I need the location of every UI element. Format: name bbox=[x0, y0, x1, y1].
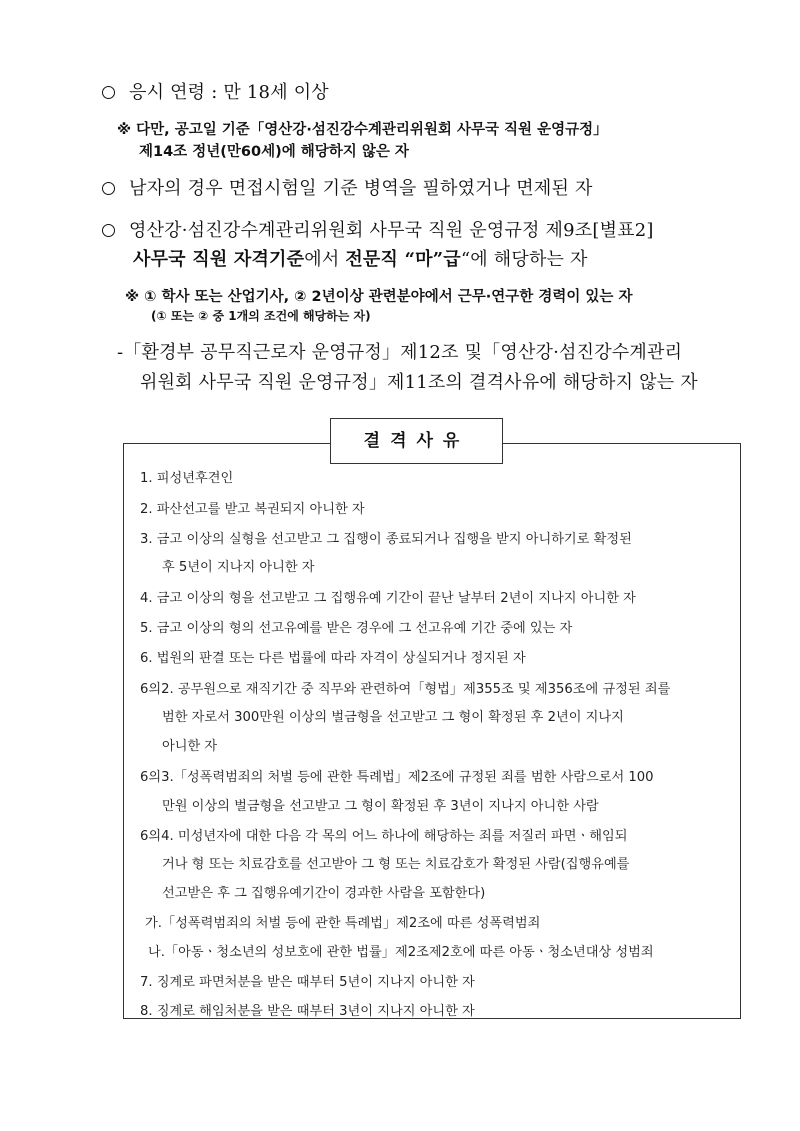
circle-bullet-icon bbox=[102, 224, 115, 237]
box-line: 선고받은 후 그 집행유예기간이 경과한 사람을 포함한다) bbox=[162, 886, 486, 901]
box-line: 6의3.「성폭력범죄의 처벌 등에 관한 특례법」제2조에 규정된 죄를 범한 사람으로서 100 bbox=[140, 770, 654, 785]
disqualification-box-title: 결격사유 bbox=[330, 418, 503, 464]
box-line: 가.「성폭력범죄의 처벌 등에 관한 특례법」제2조에 따른 성폭력범죄 bbox=[145, 916, 541, 931]
box-line: 2. 파산선고를 받고 복권되지 아니한 자 bbox=[140, 502, 365, 517]
qualification-line-2 bbox=[133, 245, 588, 271]
box-line: 아니한 자 bbox=[162, 739, 218, 754]
box-line: 1. 피성년후견인 bbox=[140, 471, 234, 486]
qualification-requirement bbox=[102, 216, 654, 242]
box-line: 7. 징계로 파면처분을 받은 때부터 5년이 지나지 아니한 자 bbox=[140, 975, 475, 990]
box-line: 만원 이상의 벌금형을 선고받고 그 형이 확정된 후 3년이 지나지 아니한 사람 bbox=[162, 799, 599, 814]
age-note-line-1: ※ 다만, 공고일 기준「영산강·섬진강수계관리위원회 사무국 직원 운영규정」 bbox=[117, 122, 608, 138]
age-requirement bbox=[102, 78, 329, 104]
qualification-connector: 에서 bbox=[304, 249, 346, 270]
qualification-note-line-1: ※ ① 학사 또는 산업기사, ② 2년이상 관련분야에서 근무·연구한 경력이 있는 자 bbox=[125, 289, 633, 305]
box-line: 6의2. 공무원으로 재직기간 중 직무와 관련하여「형법」제355조 및 제356조에 규정된 죄를 bbox=[140, 682, 671, 697]
qualification-note-line-2: (① 또는 ② 중 1개의 조건에 해당하는 자) bbox=[151, 309, 371, 323]
box-line: 8. 징계로 해임처분을 받은 때부터 3년이 지나지 아니한 자 bbox=[140, 1004, 475, 1019]
box-line: 3. 금고 이상의 실형을 선고받고 그 집행이 종료되거나 집행을 받지 아니하기로 확정된 bbox=[140, 532, 632, 547]
box-line: 거나 형 또는 치료감호를 선고받아 그 형 또는 치료감호가 확정된 사람(집행유예를 bbox=[162, 857, 630, 872]
age-requirement-text: 응시 연령 : 만 18세 이상 bbox=[129, 82, 329, 103]
box-line: 6. 법원의 판결 또는 다른 법률에 따라 자격이 상실되거나 정지된 자 bbox=[140, 651, 526, 666]
box-line: 4. 금고 이상의 형을 선고받고 그 집행유예 기간이 끝난 날부터 2년이 지나지 아니한 자 bbox=[140, 591, 636, 606]
box-line: 후 5년이 지나지 아니한 자 bbox=[162, 560, 315, 575]
box-line: 나.「아동ㆍ청소년의 성보호에 관한 법률」제2조제2호에 따른 아동ㆍ청소년대상 성범죄 bbox=[148, 945, 654, 960]
military-requirement bbox=[102, 174, 593, 200]
qualification-line-1: 영산강·섬진강수계관리위원회 사무국 직원 운영규정 제9조[별표2] bbox=[129, 220, 654, 241]
circle-bullet-icon bbox=[102, 86, 115, 99]
age-note-line-2: 제14조 정년(만60세)에 해당하지 않은 자 bbox=[139, 144, 409, 160]
box-line: 범한 자로서 300만원 이상의 벌금형을 선고받고 그 형이 확정된 후 2년이 지나지 bbox=[162, 710, 624, 725]
circle-bullet-icon bbox=[102, 182, 115, 195]
disqualification-clause-line-1: -「환경부 공무직근로자 운영규정」제12조 및「영산강·섬진강수계관리 bbox=[117, 342, 683, 363]
qualification-grade: 전문직 “마”급 bbox=[345, 249, 461, 270]
disqualification-clause-line-2: 위원회 사무국 직원 운영규정」제11조의 결격사유에 해당하지 않는 자 bbox=[140, 372, 698, 393]
qualification-suffix: “에 해당하는 자 bbox=[460, 249, 588, 270]
military-requirement-text: 남자의 경우 면접시험일 기준 병역을 필하였거나 면제된 자 bbox=[129, 178, 593, 199]
box-line: 5. 금고 이상의 형의 선고유예를 받은 경우에 그 선고유예 기간 중에 있는 자 bbox=[140, 621, 573, 636]
box-line: 6의4. 미성년자에 대한 다음 각 목의 어느 하나에 해당하는 죄를 저질러 파면ㆍ해임되 bbox=[140, 829, 628, 844]
qualification-standard: 사무국 직원 자격기준 bbox=[133, 249, 305, 270]
